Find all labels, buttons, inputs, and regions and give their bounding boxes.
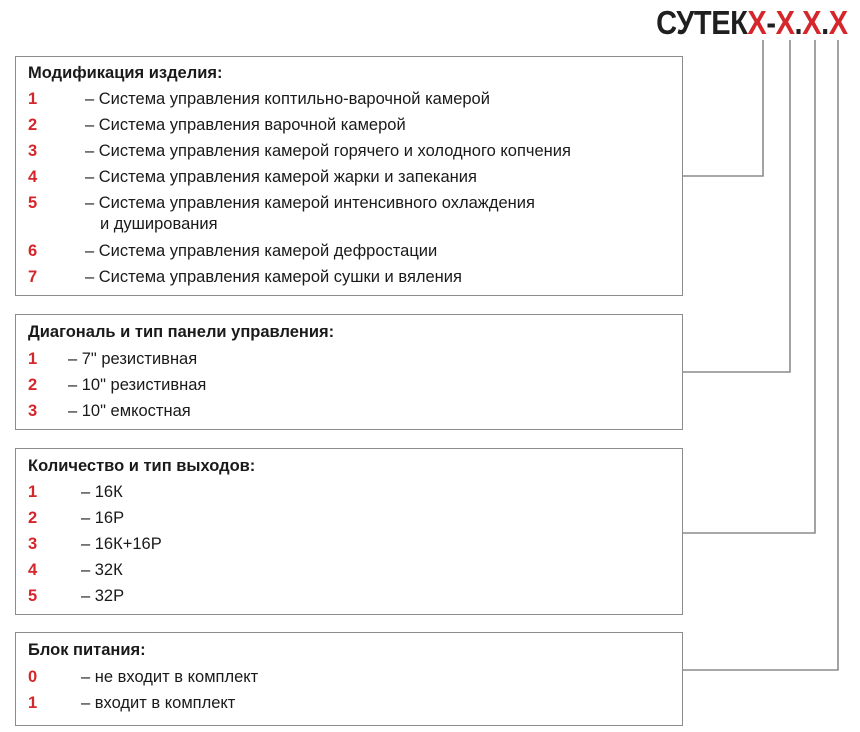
item-text: – 10" емкостная: [68, 402, 191, 420]
item-number: 2: [28, 116, 38, 134]
item-number: 4: [28, 561, 38, 579]
item-text: – 16Р: [81, 509, 125, 527]
item-text: – Система управления камерой дефростации: [85, 242, 438, 260]
item-number: 0: [28, 668, 38, 686]
connector-modification: [683, 40, 763, 176]
item-number: 6: [28, 242, 38, 260]
connector-outputs: [683, 40, 815, 533]
panel-title: Диагональ и тип панели управления:: [28, 323, 335, 341]
code-segment-3: X: [802, 4, 822, 41]
item-text: – 16К: [81, 483, 123, 501]
code-separator-3: .: [821, 4, 830, 41]
item-text: – 32Р: [81, 587, 125, 605]
item-number: 5: [28, 194, 38, 212]
item-text: – Система управления камерой сушки и вяления: [85, 268, 462, 286]
panel-title: Модификация изделия:: [28, 64, 223, 82]
code-segment-1: X: [747, 4, 767, 41]
panel-display: [15, 314, 683, 430]
item-number: 3: [28, 535, 38, 553]
panel-title: Количество и тип выходов:: [28, 457, 256, 475]
code-base: СУТЕК: [656, 4, 748, 41]
item-text: – Система управления коптильно-варочной камерой: [85, 90, 490, 108]
panel-power: [15, 632, 683, 726]
item-number: 4: [28, 168, 38, 186]
item-number: 3: [28, 402, 38, 420]
item-text: – Система управления варочной камерой: [85, 116, 406, 134]
item-number: 2: [28, 509, 38, 527]
item-text: – Система управления камерой жарки и запекания: [85, 168, 477, 186]
code-separator-1: -: [766, 4, 776, 41]
item-number: 1: [28, 350, 38, 368]
item-text: – входит в комплект: [81, 694, 236, 712]
item-text: – не входит в комплект: [81, 668, 259, 686]
item-text: – Система управления камерой интенсивного охлаждения: [85, 194, 535, 212]
item-number: 1: [28, 483, 38, 501]
item-number: 2: [28, 376, 38, 394]
item-text: – 16К+16Р: [81, 535, 162, 553]
panel-modification: [15, 56, 683, 296]
item-number: 1: [28, 90, 38, 108]
panel-outputs: [15, 448, 683, 615]
item-text: – 32К: [81, 561, 123, 579]
item-number: 3: [28, 142, 38, 160]
panel-title: Блок питания:: [28, 641, 146, 659]
item-text-continued: и душирования: [100, 215, 218, 233]
code-segment-2: X: [775, 4, 795, 41]
item-number: 7: [28, 268, 38, 286]
item-text: – Система управления камерой горячего и холодного копчения: [85, 142, 571, 160]
code-separator-2: .: [794, 4, 803, 41]
item-number: 1: [28, 694, 38, 712]
item-text: – 7" резистивная: [68, 350, 198, 368]
item-number: 5: [28, 587, 38, 605]
code-segment-4: X: [829, 4, 848, 41]
item-text: – 10" резистивная: [68, 376, 207, 394]
connector-panel: [683, 40, 790, 372]
